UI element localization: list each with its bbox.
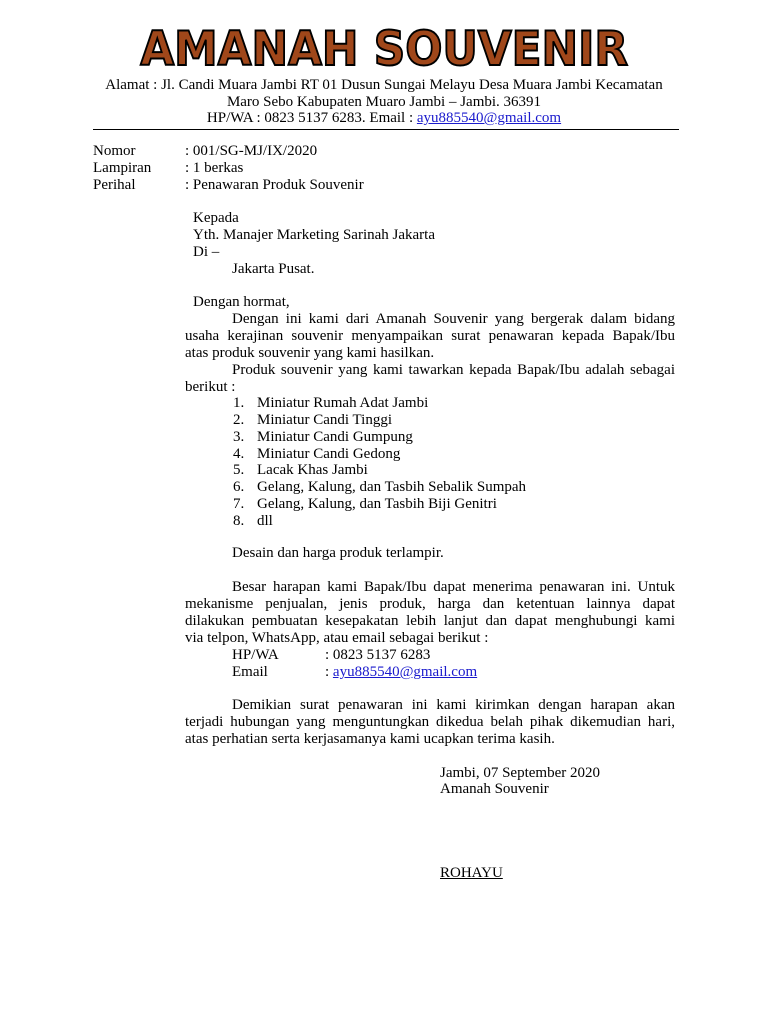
paragraph-3-line-3: dilakukan pembuatan kesepakatan lebih lanjut dan dapat menghubungi kami xyxy=(185,613,675,629)
contact-line xyxy=(0,110,768,127)
list-item-number: 1. xyxy=(233,395,245,411)
list-item-number: 7. xyxy=(233,496,245,512)
list-item-number: 3. xyxy=(233,429,245,445)
list-item: Miniatur Candi Gedong xyxy=(257,446,401,462)
company-name: AMANAH SOUVENIR xyxy=(140,22,628,77)
design-note: Desain dan harga produk terlampir. xyxy=(232,545,444,561)
address-line-1: Alamat : Jl. Candi Muara Jambi RT 01 Dusun Sungai Melayu Desa Muara Jambi Kecamatan xyxy=(105,77,663,93)
recipient-city: Jakarta Pusat. xyxy=(232,261,315,277)
perihal-value: : Penawaran Produk Souvenir xyxy=(185,177,364,193)
company-logo-text xyxy=(0,22,768,77)
paragraph-4-line-1: Demikian surat penawaran ini kami kirimkan dengan harapan akan xyxy=(232,697,675,713)
sender-name: Amanah Souvenir xyxy=(440,781,549,797)
contact-prefix: HP/WA : 0823 5137 6283. Email : xyxy=(206,110,417,126)
address-line-2: Maro Sebo Kabupaten Muaro Jambi – Jambi. 36391 xyxy=(226,94,542,110)
paragraph-3-line-4: via telpon, WhatsApp, atau email sebagai berikut : xyxy=(185,630,489,646)
paragraph-3-line-2: mekanisme penjualan, jenis produk, harga dan ketentuan lainnya dapat xyxy=(185,596,675,612)
paragraph-3-line-1: Besar harapan kami Bapak/Ibu dapat menerima penawaran ini. Untuk xyxy=(232,579,675,595)
list-item: Gelang, Kalung, dan Tasbih Biji Genitri xyxy=(257,496,497,512)
email-label: Email xyxy=(232,664,268,680)
list-item: Miniatur Rumah Adat Jambi xyxy=(257,395,429,411)
lampiran-value: : 1 berkas xyxy=(185,160,244,176)
list-item: dll xyxy=(257,513,273,529)
paragraph-2-line-2: berikut : xyxy=(185,379,236,395)
paragraph-1-line-3: atas produk souvenir yang kami hasilkan. xyxy=(185,345,435,361)
paragraph-2-line-1: Produk souvenir yang kami tawarkan kepada Bapak/Ibu adalah sebagai xyxy=(232,362,675,378)
paragraph-1-line-2: usaha kerajinan souvenir menyampaikan surat penawaran kepada Bapak/Ibu xyxy=(185,328,675,344)
email-prefix: : xyxy=(325,664,333,680)
nomor-label: Nomor xyxy=(93,143,136,159)
header-divider xyxy=(93,129,679,130)
greeting: Dengan hormat, xyxy=(193,294,290,310)
perihal-label: Perihal xyxy=(93,177,136,193)
recipient-kepada: Kepada xyxy=(193,210,239,226)
signatory-name: ROHAYU xyxy=(440,865,503,881)
place-date: Jambi, 07 September 2020 xyxy=(440,765,600,781)
list-item-number: 4. xyxy=(233,446,245,462)
list-item-number: 2. xyxy=(233,412,245,428)
nomor-value: : 001/SG-MJ/IX/2020 xyxy=(185,143,318,159)
paragraph-4-line-2: terjadi hubungan yang menguntungkan dikedua belah pihak dikemudian hari, xyxy=(185,714,675,730)
hp-value: : 0823 5137 6283 xyxy=(325,647,431,663)
paragraph-4-line-3: atas perhatian serta kerjasamanya kami ucapkan terima kasih. xyxy=(185,731,555,747)
recipient-di: Di – xyxy=(193,244,220,260)
list-item: Miniatur Candi Gumpung xyxy=(257,429,413,445)
hp-label: HP/WA xyxy=(232,647,279,663)
list-item: Gelang, Kalung, dan Tasbih Sebalik Sumpah xyxy=(257,479,527,495)
email-value xyxy=(325,664,477,681)
lampiran-label: Lampiran xyxy=(93,160,152,176)
list-item-number: 5. xyxy=(233,462,245,478)
list-item: Lacak Khas Jambi xyxy=(257,462,368,478)
list-item-number: 6. xyxy=(233,479,245,495)
recipient-name: Yth. Manajer Marketing Sarinah Jakarta xyxy=(193,227,435,243)
body-email-link[interactable]: ayu885540@gmail.com xyxy=(332,664,478,680)
header-email-link[interactable]: ayu885540@gmail.com xyxy=(416,110,562,126)
paragraph-1-line-1: Dengan ini kami dari Amanah Souvenir yang bergerak dalam bidang xyxy=(232,311,675,327)
list-item-number: 8. xyxy=(233,513,245,529)
list-item: Miniatur Candi Tinggi xyxy=(257,412,393,428)
